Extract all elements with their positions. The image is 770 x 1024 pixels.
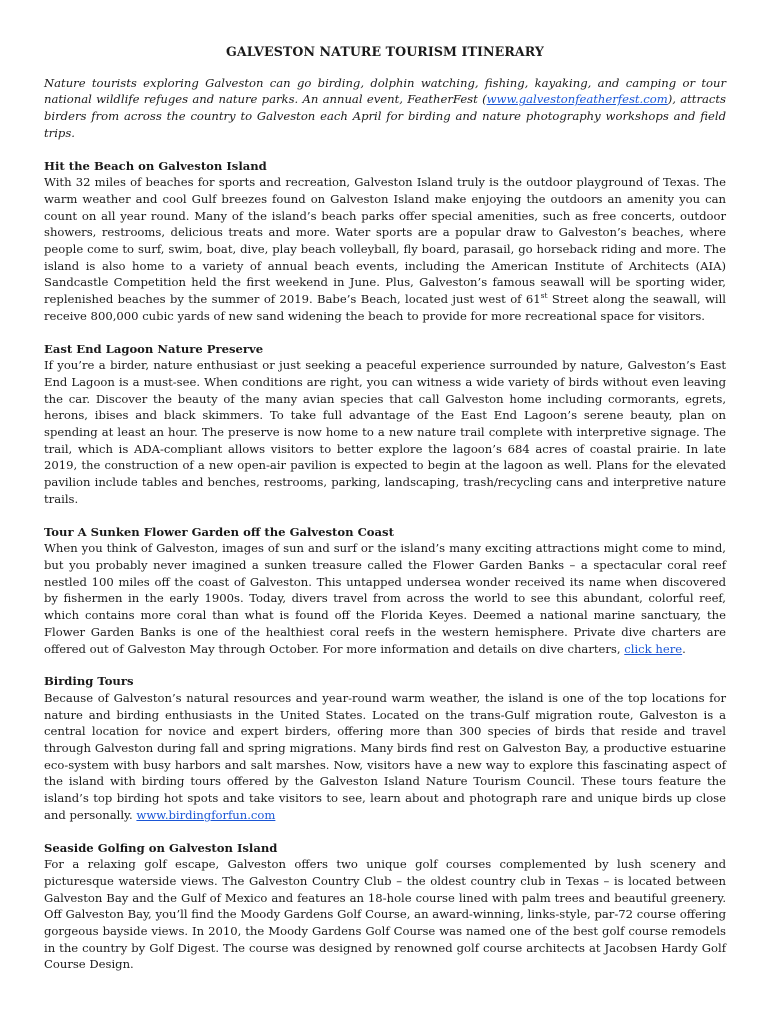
intro-text-before: Nature tourists exploring Galveston can go birding, dolphin watching, fishing, kayaking, and camping or tour national wildlife refuges and nature parks. An annual event, FeatherFest ( [44, 75, 726, 107]
ordinal-superscript: st [540, 291, 548, 301]
document-page [44, 44, 726, 989]
section-birding [44, 673, 726, 823]
section-body [44, 690, 726, 824]
section-body-text: Because of Galveston’s natural resources and year-round warm weather, the island is one of the top locations for nature and birding enthusiasts in the United States. Located on the trans-Gulf migration route, Galveston is a central location for novice and expert birders, offering more than 300 species of birds that reside and travel through Galveston during fall and spring migrations. Many birds find rest on Galveston Bay, a productive estuarine eco-system with busy harbors and salt marshes. Now, visitors have a new way to explore this fascinating aspect of the island with birding tours offered by the Galveston Island Nature Tourism Council. These tours feature the island’s top birding hot spots and take visitors to see, learn about and photograph rare and unique birds up close and personally. [44, 690, 726, 822]
dive-charters-link[interactable]: click here [624, 641, 683, 656]
intro-paragraph [44, 75, 726, 142]
section-heading: Birding Tours [44, 674, 134, 689]
section-golf [44, 840, 726, 974]
section-body-text: With 32 miles of beaches for sports and recreation, Galveston Island truly is the outdoor playground of Texas. The warm weather and cool Gulf breezes found on Galveston Island make enjoying the outdoors an amenity you can count on all year round. Many of the island’s beach parks offer special amenities, such as free concerts, outdoor showers, restrooms, delicious treats and more. Water sports are a popular draw to Galveston’s beaches, where people come to surf, swim, boat, dive, play beach volleyball, fly board, parasail, go horseback riding and more. The island is also home to a variety of annual beach events, including the American Institute of Architects (AIA) Sandcastle Competition held the first weekend in June. Plus, Galveston’s famous seawall will be sporting wider, replenished beaches by the summer of 2019. Babe’s Beach, located just west of 61 [44, 175, 726, 307]
section-beach [44, 158, 726, 325]
featherfest-link[interactable]: www.galvestonfeatherfest.com [486, 92, 668, 107]
intro-text-after: ), attracts birders from across the country to Galveston each April for birding and nature photography workshops and field trips. [44, 92, 726, 140]
document-title: GALVESTON NATURE TOURISM ITINERARY [225, 44, 545, 59]
section-body-text: When you think of Galveston, images of sun and surf or the island’s many exciting attractions might come to mind, but you probably never imagined a sunken treasure called the Flower Garden Banks – a spectacular coral reef nestled 100 miles off the coast of Galveston. This untapped undersea wonder received its name when discovered by fishermen in the early 1900s. Today, divers travel from across the world to see this abundant, colorful reef, which contains more coral than what is found off the Florida Keyes. Deemed a national marine sanctuary, the Flower Garden Banks is one of the healthiest coral reefs in the western hemisphere. Private dive charters are offered out of Galveston May through October. For more information and details on dive charters, [44, 541, 726, 656]
section-body-text: Street along the seawall, will receive 800,000 cubic yards of new sand widening the beach to provide for more recreational space for visitors. [44, 292, 727, 323]
section-body: If you’re a birder, nature enthusiast or just seeking a peaceful experience surrounded by nature, Galveston’s East End Lagoon is a must-see. When conditions are right, you can witness a wide variety of birds without even leaving the car. Discover the beauty of the many avian species that call Galveston home including cormorants, egrets, herons, ibises and black skimmers. To take full advantage of the East End Lagoon’s serene beauty, plan on spending at least an hour. The preserve is now home to a new nature trail complete with interpretive signage. The trail, which is ADA-compliant allows visitors to better explore the lagoon’s 684 acres of coastal prairie. In late 2019, the construction of a new open-air pavilion is expected to begin at the lagoon as well. Plans for the elevated pavilion include tables and benches, restrooms, parking, landscaping, trash/recycling cans and interpretive nature trails. [44, 358, 726, 506]
section-body [44, 540, 726, 657]
birding-website-link[interactable]: www.birdingforfun.com [136, 807, 276, 822]
section-lagoon [44, 341, 726, 508]
section-body: For a relaxing golf escape, Galveston offers two unique golf courses complemented by lush scenery and picturesque waterside views. The Galveston Country Club – the oldest country club in Texas – is located between Galveston Bay and the Gulf of Mexico and features an 18-hole course lined with palm trees and beautiful greenery. Off Galveston Bay, you’ll find the Moody Gardens Golf Course, an award-winning, links-style, par-72 course offering gorgeous bayside views. In 2010, the Moody Gardens Golf Course was named one of the best golf course remodels in the country by Golf Digest. The course was designed by renowned golf course architects at Jacobsen Hardy Golf Course Design. [44, 857, 726, 972]
section-heading: East End Lagoon Nature Preserve [44, 341, 264, 356]
section-body-text: . [682, 641, 686, 656]
section-flower-garden [44, 524, 726, 658]
section-heading: Hit the Beach on Galveston Island [44, 158, 267, 173]
section-body [44, 174, 726, 324]
section-heading: Seaside Golfing on Galveston Island [44, 840, 278, 855]
section-heading: Tour A Sunken Flower Garden off the Galveston Coast [44, 524, 394, 539]
